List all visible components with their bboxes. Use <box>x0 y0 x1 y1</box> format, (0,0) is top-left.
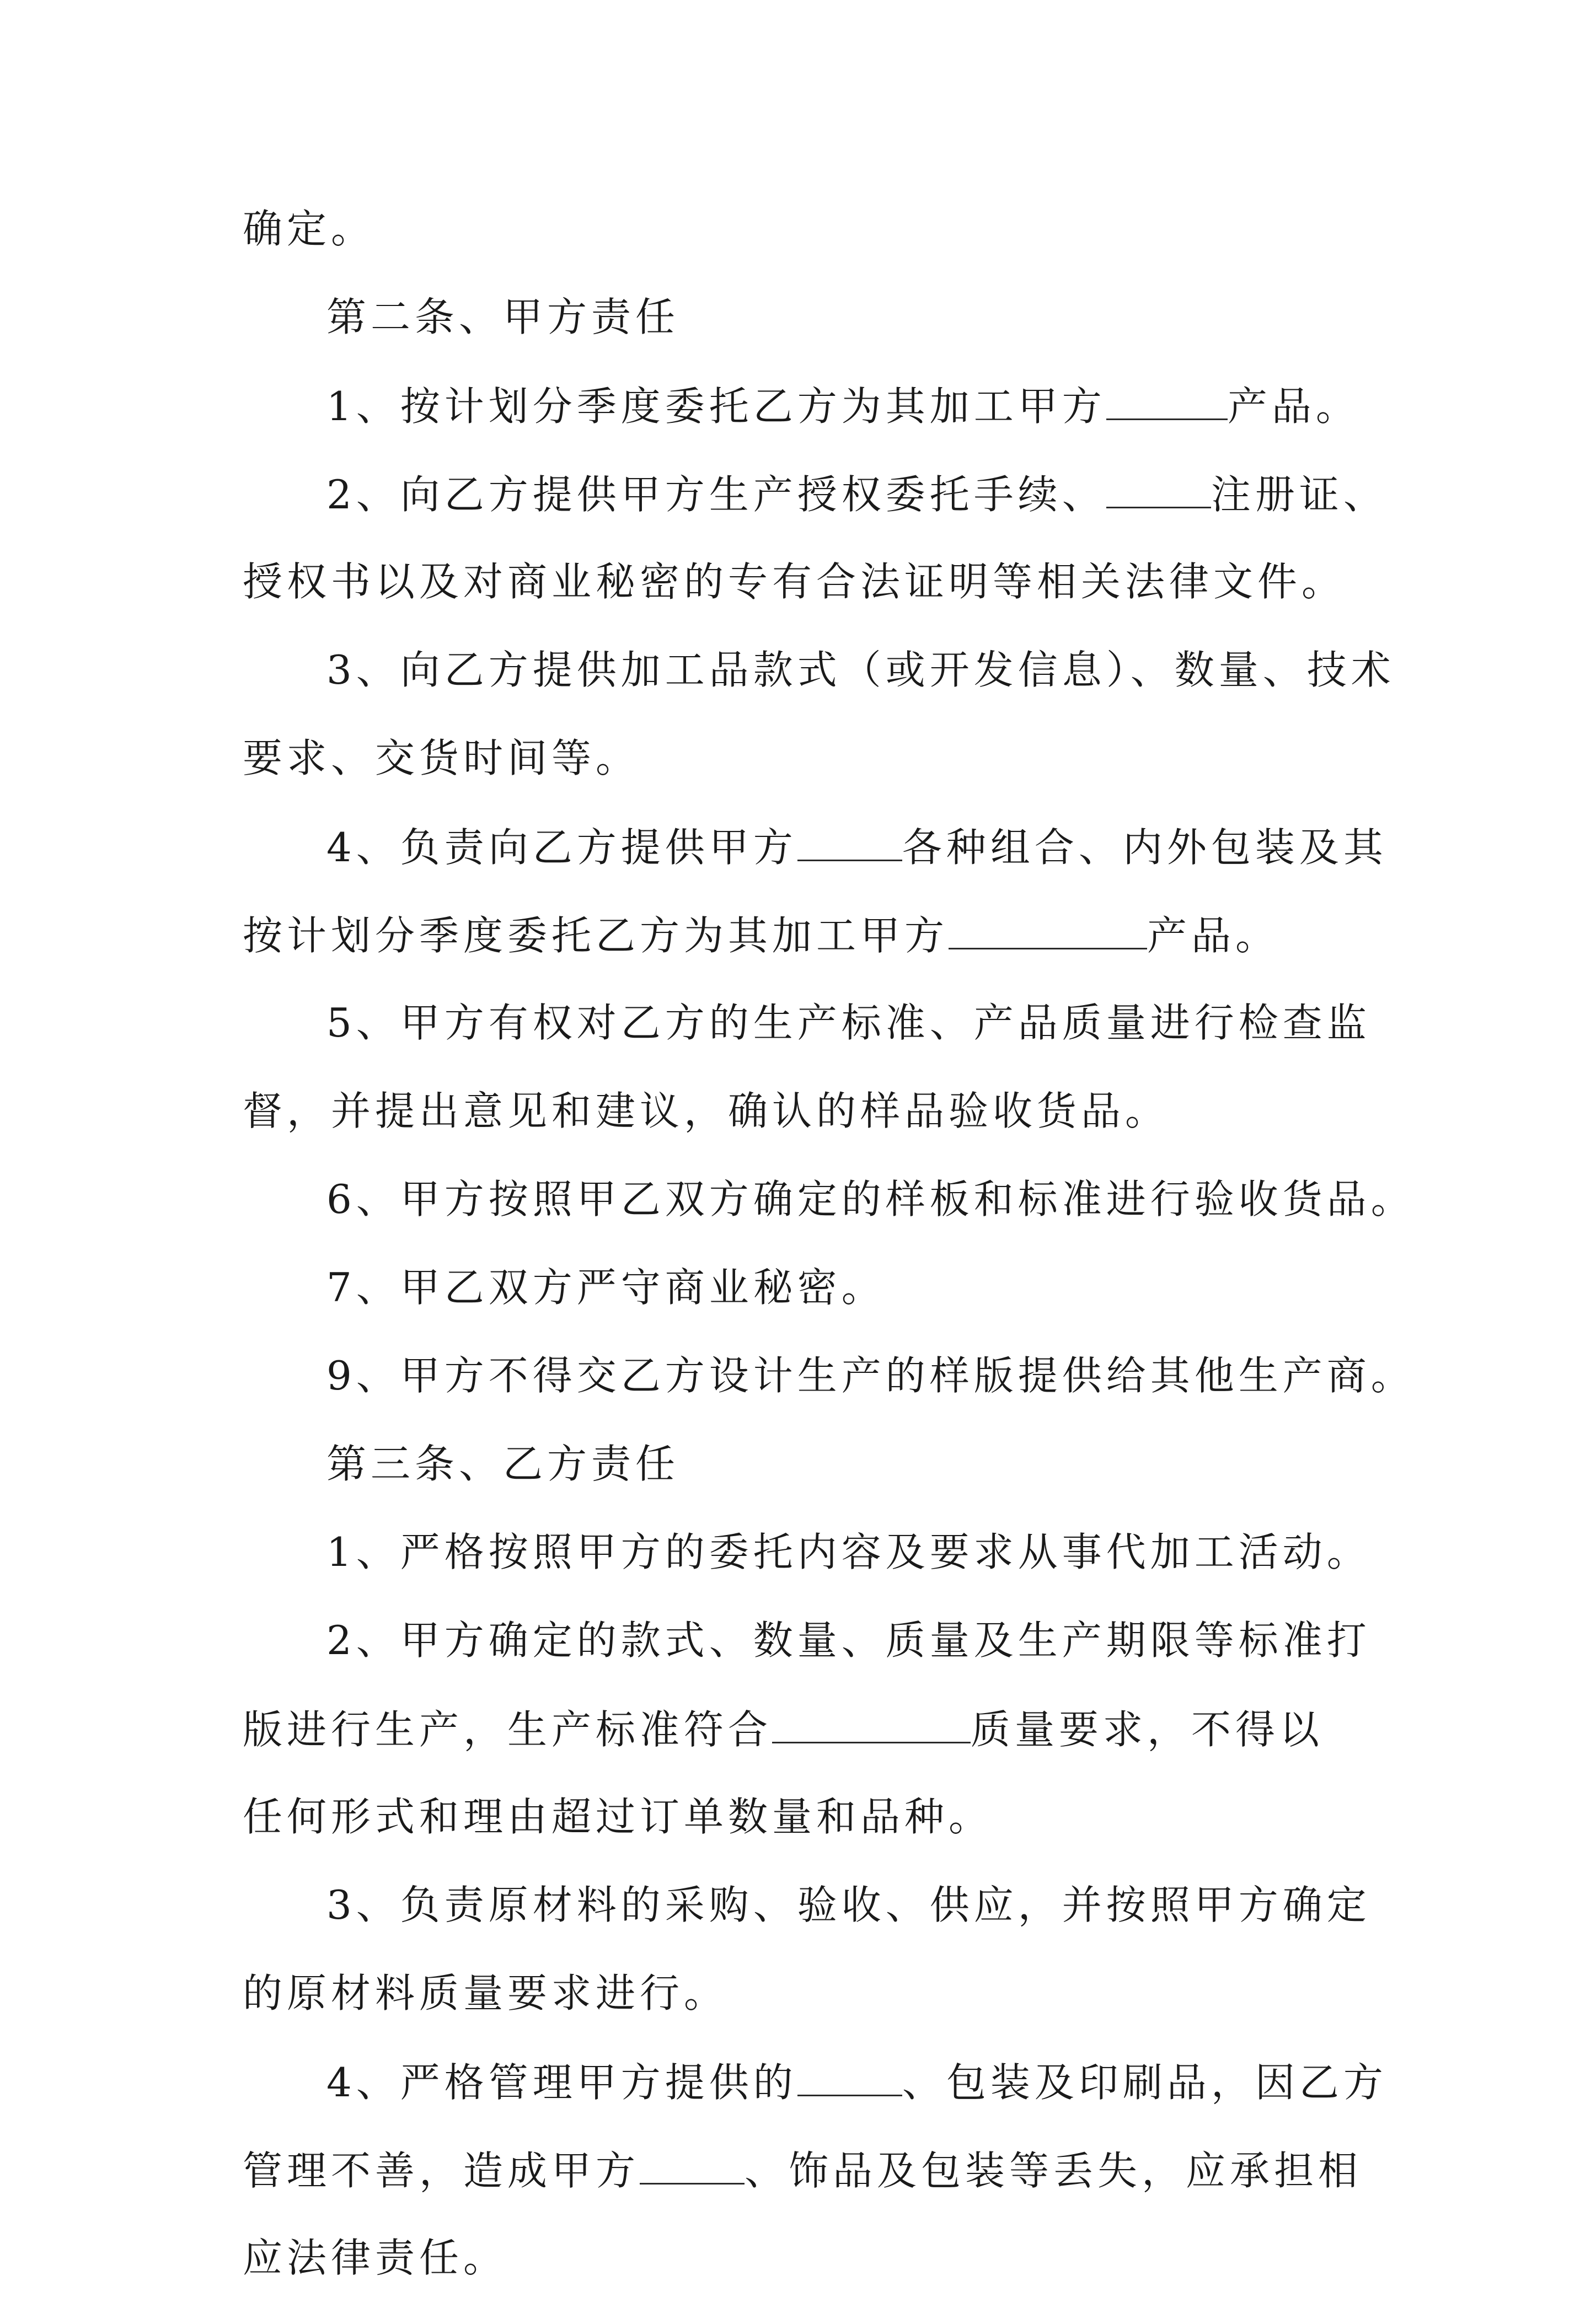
text-segment: 9、甲方不得交乙方设计生产的样版提供给其他生产商。 <box>326 1352 1415 1399</box>
clause-line <box>243 1176 1415 1222</box>
paragraph-line <box>243 1706 1379 1751</box>
clause-line <box>243 383 1379 430</box>
clause-line <box>243 824 1388 871</box>
section-heading <box>243 1442 1379 1486</box>
text-segment: 版进行生产，生产标准符合 <box>243 1706 773 1753</box>
text-segment: 产品。 <box>1147 913 1280 959</box>
text-segment: 管理不善，造成甲方 <box>243 2148 640 2194</box>
paragraph-line <box>243 560 1379 604</box>
text-segment: 授权书以及对商业秘密的专有合法证明等相关法律文件。 <box>243 559 1346 605</box>
clause-line <box>243 1530 1379 1574</box>
text-segment: 3、负责原材料的采购、验收、供应，并按照甲方确定 <box>326 1882 1371 1928</box>
fill-in-blank[interactable] <box>772 1706 971 1743</box>
text-segment: 2、甲方确定的款式、数量、质量及生产期限等标准打 <box>326 1617 1371 1663</box>
clause-line <box>243 471 1388 518</box>
paragraph-line <box>243 2236 1379 2280</box>
text-segment: 任何形式和理由超过订单数量和品种。 <box>243 1794 993 1840</box>
section-heading <box>243 295 1379 339</box>
paragraph-line <box>243 1795 1379 1839</box>
text-segment: 要求、交货时间等。 <box>243 735 640 781</box>
text-segment: 按计划分季度委托乙方为其加工甲方 <box>243 913 949 959</box>
text-segment: 2、向乙方提供甲方生产授权委托手续、 <box>326 471 1106 518</box>
clause-line <box>243 647 1395 693</box>
clause-line <box>243 1883 1379 1927</box>
fill-in-blank[interactable] <box>640 2148 745 2185</box>
text-segment: 应法律责任。 <box>243 2235 508 2281</box>
text-segment: 注册证、 <box>1211 471 1388 518</box>
paragraph-line <box>243 913 1379 957</box>
text-segment: 5、甲方有权对乙方的生产标准、产品质量进行检查监 <box>326 1000 1371 1046</box>
paragraph-line <box>243 2148 1379 2192</box>
text-segment: 的原材料质量要求进行。 <box>243 1970 729 2016</box>
text-segment: 产品。 <box>1227 383 1360 430</box>
text-segment: 1、按计划分季度委托乙方为其加工甲方 <box>326 383 1106 430</box>
clause-line <box>243 1618 1379 1662</box>
document-body <box>243 206 1415 2324</box>
paragraph-line <box>243 1971 1379 2015</box>
clause-line <box>243 2059 1388 2106</box>
fill-in-blank[interactable] <box>949 913 1147 949</box>
text-segment: 督，并提出意见和建议，确认的样品验收货品。 <box>243 1088 1170 1134</box>
heading-text: 第二条、甲方责任 <box>326 294 680 340</box>
paragraph-line <box>243 1089 1379 1133</box>
text-segment: 4、严格管理甲方提供的 <box>326 2059 797 2106</box>
clause-line <box>243 1352 1415 1399</box>
heading-text: 第三条、乙方责任 <box>326 1441 680 1487</box>
paragraph-line <box>243 736 1379 780</box>
text-segment: 4、负责向乙方提供甲方 <box>326 824 797 871</box>
text-segment: 确定。 <box>243 206 376 252</box>
text-segment: 1、严格按照甲方的委托内容及要求从事代加工活动。 <box>326 1529 1371 1575</box>
clause-line <box>243 1265 1379 1309</box>
text-segment: 质量要求，不得以 <box>971 1706 1324 1753</box>
text-segment: 3、向乙方提供加工品款式（或开发信息）、数量、技术 <box>326 647 1395 693</box>
paragraph-line <box>243 207 1379 251</box>
text-segment: 、包装及印刷品，因乙方 <box>902 2059 1388 2106</box>
text-segment: 、饰品及包装等丢失，应承担相 <box>745 2148 1363 2194</box>
fill-in-blank[interactable] <box>1106 383 1228 420</box>
fill-in-blank[interactable] <box>797 2059 902 2096</box>
fill-in-blank[interactable] <box>797 824 902 861</box>
text-segment: 各种组合、内外包装及其 <box>902 824 1388 871</box>
clause-line <box>243 1001 1379 1045</box>
text-segment: 6、甲方按照甲乙双方确定的样板和标准进行验收货品。 <box>326 1176 1415 1222</box>
fill-in-blank[interactable] <box>1106 471 1211 508</box>
text-segment: 7、甲乙双方严守商业秘密。 <box>326 1264 886 1311</box>
